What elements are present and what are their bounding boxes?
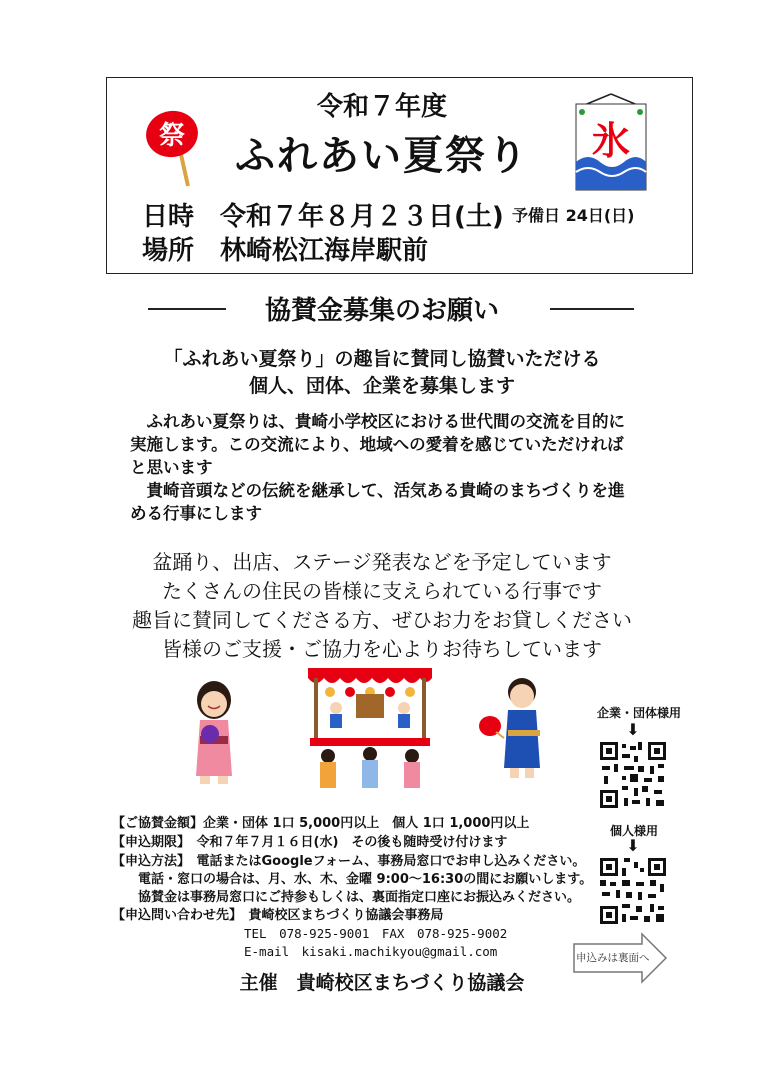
- qr-code-corporate[interactable]: [598, 740, 668, 810]
- arrow-down-icon: ⬇: [626, 720, 640, 739]
- body-paragraph-2: 貴崎音頭などの伝統を継承して、活気ある貴崎のまちづくりを進める行事にします: [130, 481, 625, 523]
- body-text: [130, 410, 640, 525]
- arrow-down-icon: ⬇: [626, 836, 640, 855]
- place-label: 場所: [142, 236, 195, 266]
- info-method-note: 電話・窓口の場合は、月、水、木、金曜 9:00～16:30の間にお願いします。: [112, 872, 593, 887]
- lead-line-1: 「ふれあい夏祭り」の趣旨に賛同し協賛いただける: [163, 348, 601, 370]
- info-method: 【申込方法】 電話またはGoogleフォーム、事務局窓口でお申し込みください。: [112, 854, 586, 869]
- statement-line: 皆様のご支援・ご協力を心よりお待ちしています: [162, 637, 602, 661]
- email-link[interactable]: E-mail kisaki.machikyou@gmail.com: [244, 944, 498, 959]
- qr-code-personal[interactable]: [598, 856, 668, 926]
- uchiwa-fan-icon: [142, 108, 206, 188]
- statements: [0, 548, 764, 664]
- info-payment: 協賛金は事務局窓口にご持参もしくは、裏面指定口座にお振込みください。: [112, 890, 581, 905]
- qr-corporate-label: 企業・団体様用: [596, 706, 681, 720]
- uchiwa-text: 祭: [158, 121, 186, 151]
- section-title: 協賛金募集のお願い: [264, 296, 499, 326]
- year-title: 令和７年度: [316, 92, 447, 122]
- qr-personal-label: 個人様用: [609, 824, 658, 838]
- flag-text: 氷: [591, 119, 631, 163]
- date-label: 日時: [142, 202, 195, 232]
- statement-line: たくさんの住民の皆様に支えられている行事です: [162, 579, 602, 603]
- festival-stall-illustration: [300, 664, 440, 796]
- statement-line: 盆踊り、出店、ステージ発表などを予定しています: [152, 550, 612, 574]
- yukata-boy-illustration: [478, 676, 558, 780]
- date-value: 令和７年８月２３日(土): [220, 202, 504, 232]
- kakigori-flag-icon: [570, 92, 652, 192]
- next-page-text: 申込みは裏面へ: [576, 952, 650, 964]
- place-value: 林崎松江海岸駅前: [220, 236, 429, 266]
- info-contact: 【申込問い合わせ先】 貴崎校区まちづくり協議会事務局: [112, 908, 444, 923]
- body-paragraph-1: ふれあい夏祭りは、貴崎小学校区における世代間の交流を目的に実施します。この交流により、地域への愛着を感じていただければと思います: [130, 412, 625, 477]
- lead-line-2: 個人、団体、企業を募集します: [248, 375, 515, 397]
- tel-fax-line: TEL 078-925-9001 FAX 078-925-9002: [244, 926, 508, 941]
- info-amount: 【ご協賛金額】企業・団体 1口 5,000円以上 個人 1口 1,000円以上: [112, 816, 530, 831]
- organizer: 主催 貴崎校区まちづくり協議会: [239, 972, 525, 994]
- info-deadline: 【申込期限】 令和７年７月１６日(水) その後も随時受け付けます: [112, 835, 508, 850]
- statement-line: 趣旨に賛同してくださる方、ぜひお力をお貸しください: [132, 608, 632, 632]
- event-title: ふれあい夏祭り: [235, 133, 529, 179]
- yukata-girl-illustration: [188, 678, 240, 788]
- backup-date: 予備日 24日(日): [512, 206, 635, 225]
- heading-rule-right: [550, 308, 634, 310]
